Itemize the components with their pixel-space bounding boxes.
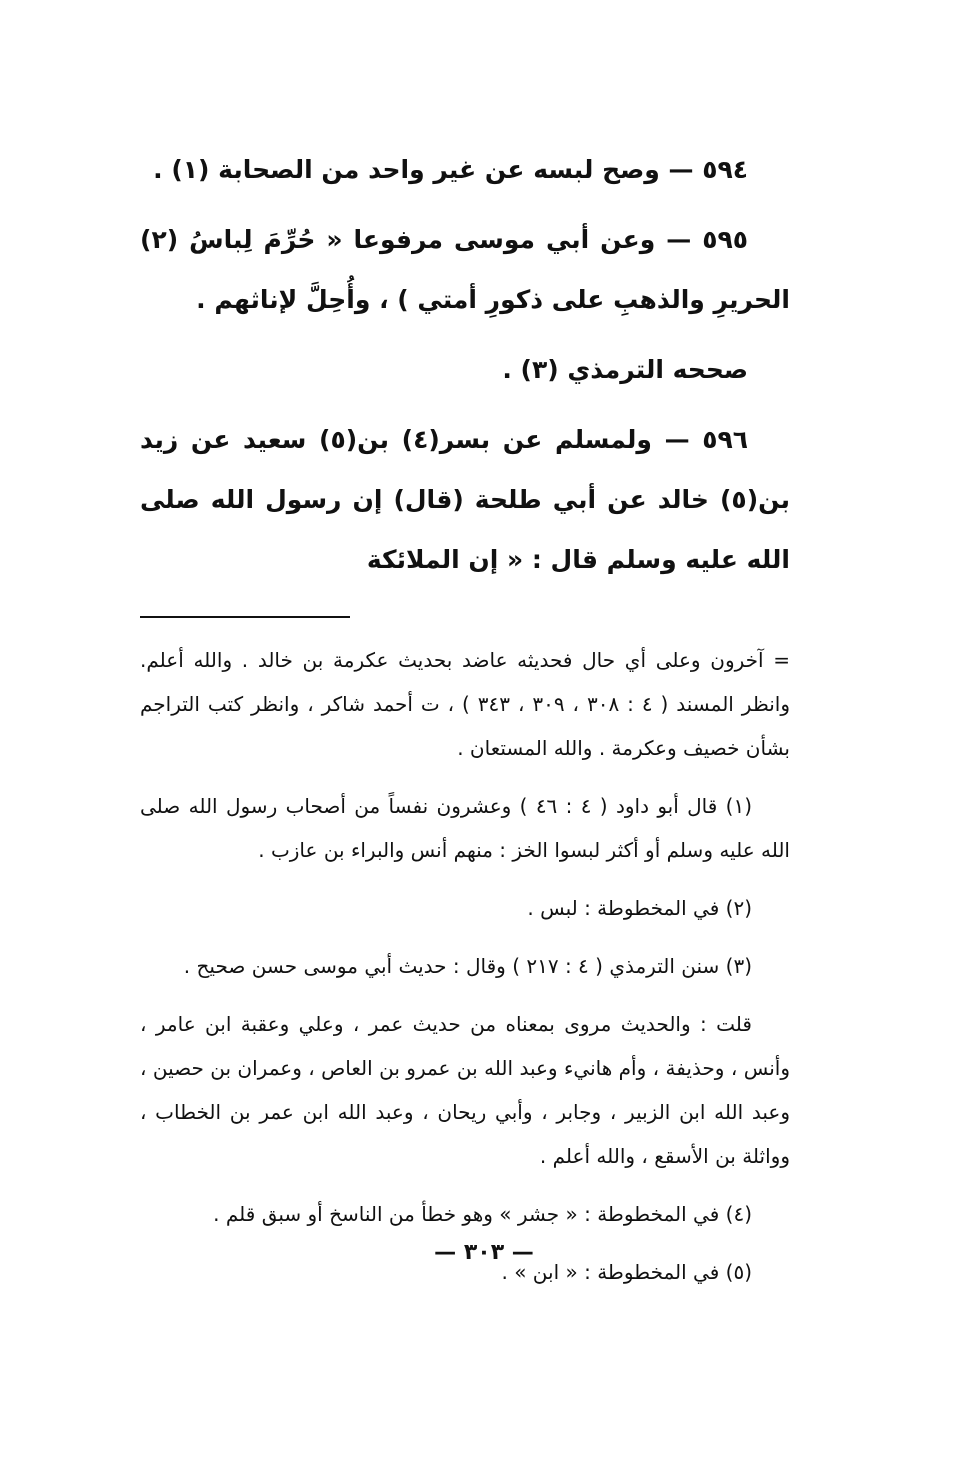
main-text [140, 140, 790, 590]
paragraph-594: ٥٩٤ — وصح لبسه عن غير واحد من الصحابة (١) . [153, 155, 748, 184]
page-number: — ٣٠٣ — [434, 1240, 534, 1265]
paragraph-595: ٥٩٥ — وعن أبي موسى مرفوعا « حُرِّمَ لِباسُ (٢) الحريرِ والذهبِ على ذكورِ أمتي ) ، وأُحِلَّ لإناثهم . [140, 225, 790, 314]
footnote-continuation: = آخرون وعلى أي حال فحديثه عاضد بحديث عكرمة بن خالد . والله أعلم. وانظر المسند ( ٤ : ٣٠٨ ، ٣٠٩ ، ٣٤٣ ) ، ت أحمد شاكر ، وانظر كتب التراجم بشأن خصيف وعكرمة . والله المستعان . [140, 648, 791, 760]
footnote-2: (٢) في المخطوطة : لبس . [527, 896, 752, 920]
page-body [140, 140, 790, 1294]
footnote-separator [140, 616, 350, 618]
footnote-1: (١) قال أبو داود ( ٤ : ٤٦ ) وعشرون نفساً من أصحاب رسول الله صلى الله عليه وسلم أو أكثر لبسوا الخز : منهم أنس والبراء بن عازب . [140, 794, 790, 862]
footnote-3-comment: قلت : والحديث مروى بمعناه من حديث عمر ، وعلي وعقبة ابن عامر ، وأنس ، وحذيفة ، وأم هانيء وعبد الله بن عمرو بن العاص ، وعمران بن حصين ، وعبد الله ابن الزبير ، وجابر ، وأبي ريحان ، وعبد الله ابن عمر بن الخطاب ، وواثلة بن الأسقع ، والله أعلم . [140, 1012, 790, 1168]
footnote-5: (٥) في المخطوطة : « ابن » . [501, 1260, 752, 1284]
paragraph-596: ٥٩٦ — ولمسلم عن بسر(٤) بن(٥) سعيد عن زيد بن(٥) خالد عن أبي طلحة (قال) إن رسول الله صلى الله عليه وسلم قال : « إن الملائكة [140, 425, 790, 574]
footnotes [140, 638, 790, 1294]
footnote-separator-wrap [140, 590, 790, 638]
footnote-4: (٤) في المخطوطة : « جشر » وهو خطأ من الناسخ أو سبق قلم . [213, 1202, 752, 1226]
footnote-3: (٣) سنن الترمذي ( ٤ : ٢١٧ ) وقال : حديث أبي موسى حسن صحيح . [183, 954, 752, 978]
paragraph-tirmidhi: صححه الترمذي (٣) . [502, 355, 748, 384]
